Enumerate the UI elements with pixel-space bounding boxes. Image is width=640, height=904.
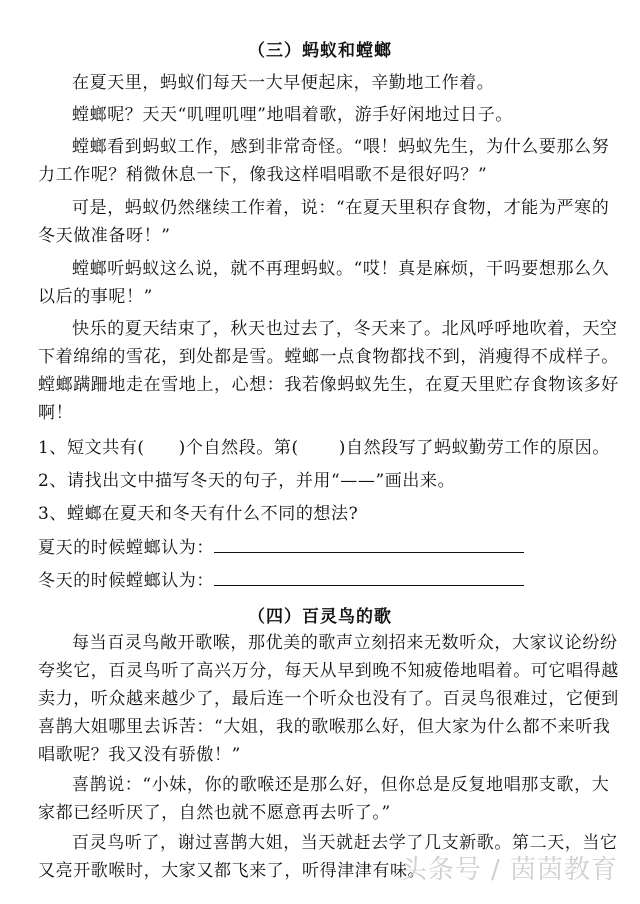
winter-answer-blank[interactable] <box>214 569 524 586</box>
section4-line: 卖力，听众越来越少了，最后连一个听众也没有了。百灵鸟很难过，它便到 <box>38 689 619 709</box>
section3-line: 下着绵绵的雪花，到处都是雪。螳螂一点食物都找不到，消瘦得不成样子。 <box>38 347 619 367</box>
section3-line: 螳螂看到蚂蚁工作，感到非常奇怪。“喂！蚂蚁先生，为什么要那么努 <box>72 137 610 157</box>
section4-line: 喜鹊大姐哪里去诉苦：“大姐，我的歌喉那么好，但大家为什么都不来听我 <box>38 717 611 737</box>
section4-line: 夸奖它，百灵鸟听了高兴万分，每天从早到晚不知疲倦地唱着。可它唱得越 <box>38 661 619 681</box>
summer-answer-label: 夏天的时候螳螂认为： <box>38 538 214 558</box>
section3-line: 快乐的夏天结束了，秋天也过去了，冬天来了。北风呼呼地吹着，天空 <box>72 319 618 339</box>
section4-line: 唱歌呢？我又没有骄傲！” <box>38 745 241 765</box>
section4-line: 又亮开歌喉时，大家又都飞来了，听得津津有味。 <box>38 861 426 881</box>
section4-line: 每当百灵鸟敞开歌喉，那优美的歌声立刻招来无数听众，大家议论纷纷 <box>72 633 618 653</box>
section3-line: 螳螂蹒跚地走在雪地上，心想：我若像蚂蚁先生，在夏天里贮存食物该多好 <box>38 375 619 395</box>
summer-answer-row <box>38 536 608 559</box>
section3-line: 在夏天里，蚂蚁们每天一大早便起床，辛勤地工作着。 <box>72 73 495 93</box>
section3-line: 可是，蚂蚁仍然继续工作着，说：“在夏天里积存食物，才能为严寒的 <box>72 198 610 218</box>
question-1-part-c: )自然段写了蚂蚁勤劳工作的原因。 <box>338 438 610 458</box>
section3-line: 以后的事呢！” <box>38 287 153 307</box>
question-1-part-a: 1、短文共有( <box>38 438 145 458</box>
summer-answer-blank[interactable] <box>214 536 524 553</box>
section4-line: 家都已经听厌了，自然也就不愿意再去听了。” <box>38 803 391 823</box>
section3-title: （三）蚂蚁和螳螂 <box>248 41 392 61</box>
question-1 <box>38 437 608 459</box>
winter-answer-label: 冬天的时候螳螂认为： <box>38 571 214 591</box>
section4-title: （四）百灵鸟的歌 <box>248 607 392 627</box>
section4-line: 喜鹊说：“小妹，你的歌喉还是那么好，但你总是反复地唱那支歌，大 <box>72 775 610 795</box>
section3-line: 冬天做准备呀！” <box>38 226 171 246</box>
winter-answer-row <box>38 569 608 592</box>
section3-line: 啊！ <box>38 403 74 423</box>
question-1-part-b: )个自然段。第( <box>178 438 299 458</box>
section3-line: 螳螂呢？天天“叽哩叽哩”地唱着歌，游手好闲地过日子。 <box>72 105 513 125</box>
watermark: 头条号 / 茵茵教育 <box>400 855 618 885</box>
question-3: 3、螳螂在夏天和冬天有什么不同的想法? <box>38 504 359 524</box>
section3-line: 螳螂听蚂蚁这么说，就不再理蚂蚁。“哎！真是麻烦，干吗要想那么久 <box>72 259 610 279</box>
section3-line: 力工作呢？稍微休息一下，像我这样唱唱歌不是很好吗？” <box>38 165 488 185</box>
question-2: 2、请找出文中描写冬天的句子，并用“——”画出来。 <box>38 471 456 491</box>
section4-line: 百灵鸟听了，谢过喜鹊大姐，当天就赶去学了几支新歌。第二天，当它 <box>72 833 618 853</box>
